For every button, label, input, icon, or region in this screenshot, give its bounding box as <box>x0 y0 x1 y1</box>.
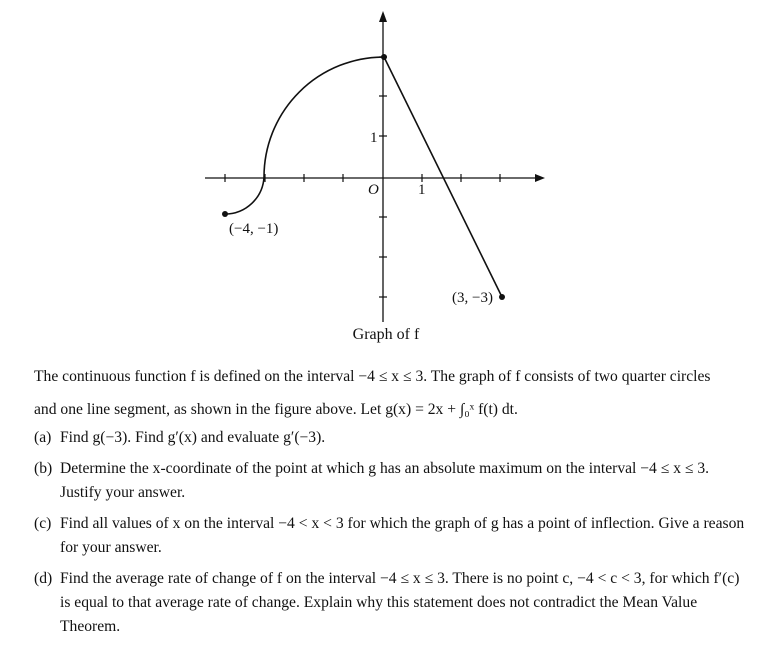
part-c <box>34 512 746 560</box>
left-endpoint-label: (−4, −1) <box>229 221 279 237</box>
part-label: (d) <box>34 570 53 587</box>
intro-line-1: The continuous function f is defined on the interval −4 ≤ x ≤ 3. The graph of f consists of two quarter circles <box>34 368 711 385</box>
part-label: (c) <box>34 515 52 532</box>
intro-line-2: and one line segment, as shown in the figure above. Let g(x) = 2x + ∫₀ˣ f(t) dt. <box>34 401 518 418</box>
part-text: Find g(−3). Find g′(x) and evaluate g′(−3). <box>60 429 326 446</box>
part-d <box>34 567 746 639</box>
x-axis-arrow <box>535 174 545 182</box>
right-endpoint <box>499 294 505 300</box>
y-tick-label: 1 <box>370 130 378 146</box>
figure-caption: Graph of f <box>352 326 420 343</box>
x-tick-label: 1 <box>418 182 426 198</box>
part-text: Determine the x-coordinate of the point at which g has an absolute maximum on the interval −4 ≤ x ≤ 3. Justify your answer. <box>60 460 710 501</box>
problem-intro <box>34 360 746 426</box>
part-text: Find all values of x on the interval −4 < x < 3 for which the graph of g has a point of inflection. Give a reason for your answer. <box>60 515 745 556</box>
part-label: (b) <box>34 460 53 477</box>
line-segment <box>384 57 502 297</box>
peak-point <box>381 54 387 60</box>
part-text: Find the average rate of change of f on the interval −4 ≤ x ≤ 3. There is no point c, −4 < c < 3, for which f′(c) is equal to that average rate of change. Explain why this statement does not contradict the Mean Value Theorem. <box>60 570 740 635</box>
y-axis-arrow <box>379 11 387 22</box>
origin-label: O <box>368 182 379 198</box>
left-endpoint <box>222 211 228 217</box>
part-label: (a) <box>34 429 52 446</box>
quarter-circle-lower <box>225 177 264 214</box>
part-a <box>34 426 746 450</box>
right-endpoint-label: (3, −3) <box>452 290 493 306</box>
part-b <box>34 457 746 505</box>
quarter-circle-upper <box>264 57 384 177</box>
problem-parts <box>34 426 746 646</box>
